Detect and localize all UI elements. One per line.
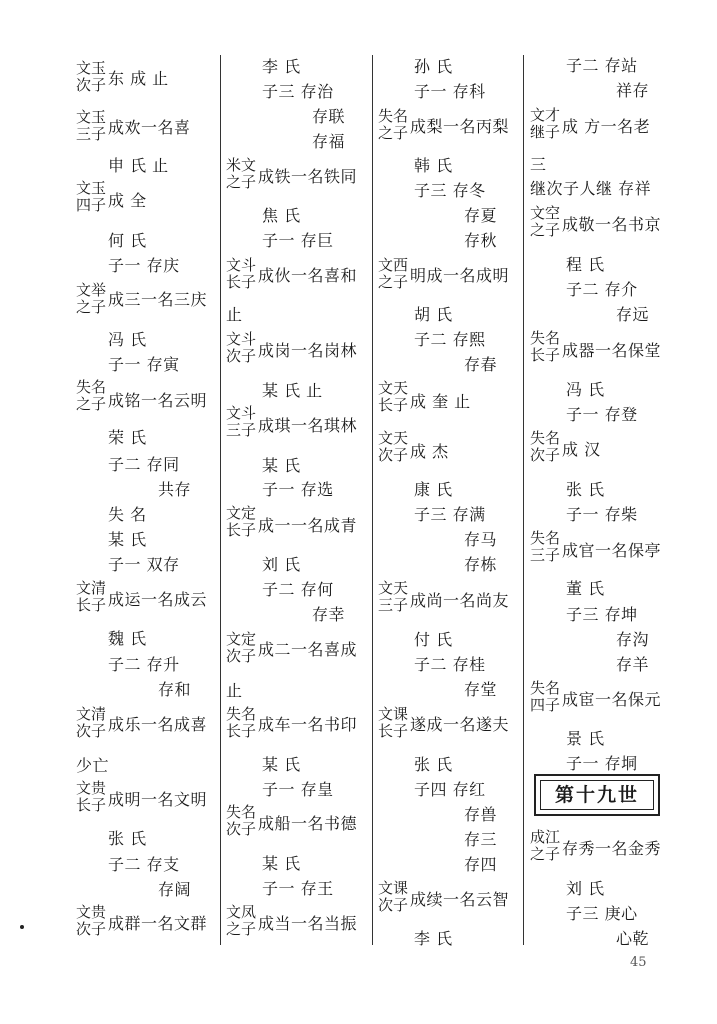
entry-prefix: 失名 三子 <box>530 529 561 564</box>
children: 子二 存何 <box>262 580 334 599</box>
entry-name: 成伙一名喜和 <box>258 266 358 285</box>
entry-prefix: 文贵 次子 <box>76 903 107 938</box>
children: 心乾 <box>616 929 650 948</box>
entry-prefix: 失名 之子 <box>378 107 409 142</box>
children: 存福 <box>312 132 346 151</box>
note: 止 <box>226 681 243 700</box>
spouse: 某 氏 <box>262 456 301 475</box>
spouse: 康 氏 <box>414 480 453 499</box>
entry-prefix: 文斗 次子 <box>226 330 257 365</box>
entry-prefix: 文课 长子 <box>378 705 409 740</box>
children: 子三 存坤 <box>566 605 638 624</box>
children: 子一 存王 <box>262 879 334 898</box>
spouse: 李 氏 <box>262 57 301 76</box>
entry-prefix: 失名 长子 <box>530 329 561 364</box>
page-number: 45 <box>630 955 647 970</box>
entry-name: 成敬一名书京 <box>562 215 662 234</box>
spouse: 魏 氏 <box>108 629 147 648</box>
entry-name: 成三一名三庆 <box>108 290 208 309</box>
spouse: 张 氏 <box>108 829 147 848</box>
entry-prefix: 文斗 三子 <box>226 404 257 439</box>
children: 子二 存熙 <box>414 330 486 349</box>
children: 子二 存支 <box>108 855 180 874</box>
entry-prefix: 文天 次子 <box>378 429 409 464</box>
children: 存三 <box>464 830 498 849</box>
spouse: 刘 氏 <box>566 879 605 898</box>
spouse: 刘 氏 <box>262 555 301 574</box>
entry-prefix: 文凤 之子 <box>226 903 257 938</box>
children: 存兽 <box>464 805 498 824</box>
entry-name: 成 全 <box>108 191 147 210</box>
spouse: 焦 氏 <box>262 206 301 225</box>
entry-name: 成船一名书德 <box>258 814 358 833</box>
spouse: 某 氏 <box>108 530 147 549</box>
children: 存和 <box>158 680 192 699</box>
entry-name: 成岗一名岗林 <box>258 341 358 360</box>
children: 子一 存皇 <box>262 780 334 799</box>
entry-name: 遂成一名遂夫 <box>410 715 510 734</box>
children: 子二 存升 <box>108 655 180 674</box>
entry-name: 成官一名保亭 <box>562 541 662 560</box>
ink-spot <box>20 925 24 929</box>
spouse: 失 名 <box>108 505 147 524</box>
entry-prefix: 文清 次子 <box>76 705 107 740</box>
generation-heading-text: 第十九世 <box>540 780 654 810</box>
note: 三 <box>530 155 547 174</box>
entry-prefix: 文贵 长子 <box>76 779 107 814</box>
entry-prefix: 文玉 三子 <box>76 108 107 143</box>
spouse: 荣 氏 <box>108 428 147 447</box>
children: 存阔 <box>158 880 192 899</box>
children: 子一 存选 <box>262 480 334 499</box>
children: 存四 <box>464 855 498 874</box>
entry-prefix: 成江 之子 <box>530 828 561 863</box>
children: 子三 庚心 <box>566 904 638 923</box>
entry-name: 存秀一名金秀 <box>562 839 662 858</box>
entry-prefix: 文天 长子 <box>378 379 409 414</box>
children: 子二 存站 <box>566 56 638 75</box>
entry-prefix: 文空 之子 <box>530 204 561 239</box>
spouse: 孙 氏 <box>414 57 453 76</box>
spouse: 某 氏 <box>262 854 301 873</box>
note: 止 <box>226 305 243 324</box>
spouse: 胡 氏 <box>414 305 453 324</box>
entry-prefix: 文课 次子 <box>378 879 409 914</box>
children: 存栋 <box>464 555 498 574</box>
entry-name: 成宦一名保元 <box>562 690 662 709</box>
entry-name: 成梨一名丙梨 <box>410 117 510 136</box>
children: 子一 存登 <box>566 405 638 424</box>
entry-name: 成 奎 止 <box>410 392 471 411</box>
children: 子二 存介 <box>566 280 638 299</box>
entry-name: 成一一名成青 <box>258 516 358 535</box>
entry-prefix: 文定 长子 <box>226 504 257 539</box>
children: 子二 存桂 <box>414 655 486 674</box>
entry-prefix: 失名 次子 <box>226 803 257 838</box>
entry-prefix: 文天 三子 <box>378 579 409 614</box>
children: 子一 存柴 <box>566 505 638 524</box>
column-divider <box>523 55 524 945</box>
children: 子三 存治 <box>262 82 334 101</box>
entry-prefix: 文举 之子 <box>76 281 107 316</box>
children: 祥存 <box>616 81 650 100</box>
children: 子二 存同 <box>108 455 180 474</box>
entry-name: 成铭一名云明 <box>108 391 208 410</box>
spouse: 申 氏 止 <box>108 156 169 175</box>
spouse: 何 氏 <box>108 231 147 250</box>
entry-prefix: 文清 长子 <box>76 579 107 614</box>
generation-heading <box>534 774 660 816</box>
entry-name: 成欢一名喜 <box>108 118 191 137</box>
entry-name: 东 成 止 <box>108 69 169 88</box>
children: 子一 存巨 <box>262 231 334 250</box>
children: 共存 <box>158 480 192 499</box>
spouse: 李 氏 <box>414 929 453 948</box>
spouse: 某 氏 <box>262 755 301 774</box>
column-divider <box>220 55 221 945</box>
spouse: 程 氏 <box>566 255 605 274</box>
entry-name: 成群一名文群 <box>108 914 208 933</box>
entry-name: 成明一名文明 <box>108 790 208 809</box>
entry-name: 明成一名成明 <box>410 266 510 285</box>
spouse: 张 氏 <box>414 755 453 774</box>
spouse: 冯 氏 <box>108 330 147 349</box>
entry-name: 成 汉 <box>562 440 601 459</box>
entry-prefix: 失名 次子 <box>530 429 561 464</box>
spouse: 冯 氏 <box>566 380 605 399</box>
spouse: 韩 氏 <box>414 156 453 175</box>
children: 存堂 <box>464 680 498 699</box>
entry-prefix: 失名 四子 <box>530 679 561 714</box>
entry-name: 成车一名书印 <box>258 715 358 734</box>
children: 存春 <box>464 355 498 374</box>
entry-name: 成尚一名尚友 <box>410 591 510 610</box>
entry-prefix: 文才 继子 <box>530 106 561 141</box>
entry-name: 成二一名喜成 <box>258 640 358 659</box>
children: 子三 存冬 <box>414 181 486 200</box>
children: 子一 双存 <box>108 555 180 574</box>
children: 子一 存垌 <box>566 754 638 773</box>
spouse: 张 氏 <box>566 480 605 499</box>
children: 存幸 <box>312 605 346 624</box>
children: 存沟 <box>616 630 650 649</box>
entry-name: 成铁一名铁同 <box>258 167 358 186</box>
children: 存马 <box>464 530 498 549</box>
entry-name: 成乐一名成喜 <box>108 715 208 734</box>
entry-prefix: 失名 长子 <box>226 705 257 740</box>
spouse: 付 氏 <box>414 630 453 649</box>
children: 子三 存满 <box>414 505 486 524</box>
entry-name: 继次子人继 存祥 <box>530 179 652 198</box>
children: 子一 存科 <box>414 82 486 101</box>
note: 少亡 <box>76 756 110 775</box>
entry-prefix: 文玉 次子 <box>76 59 107 94</box>
entry-name: 成 方一名老 <box>562 117 651 136</box>
entry-name: 成琪一名琪林 <box>258 416 358 435</box>
children: 子一 存寅 <box>108 355 180 374</box>
children: 子一 存庆 <box>108 256 180 275</box>
entry-prefix: 米文 之子 <box>226 156 257 191</box>
entry-name: 成当一名当振 <box>258 914 358 933</box>
spouse: 景 氏 <box>566 729 605 748</box>
column-divider <box>372 55 373 945</box>
children: 存夏 <box>464 206 498 225</box>
entry-prefix: 文西 之子 <box>378 256 409 291</box>
entry-prefix: 文定 次子 <box>226 630 257 665</box>
entry-name: 成运一名成云 <box>108 590 208 609</box>
entry-prefix: 文斗 长子 <box>226 256 257 291</box>
entry-name: 成 杰 <box>410 442 449 461</box>
entry-prefix: 文玉 四子 <box>76 179 107 214</box>
children: 存秋 <box>464 231 498 250</box>
spouse: 董 氏 <box>566 579 605 598</box>
children: 存远 <box>616 305 650 324</box>
children: 存联 <box>312 107 346 126</box>
entry-name: 成续一名云智 <box>410 890 510 909</box>
spouse: 某 氏 止 <box>262 381 323 400</box>
children: 子四 存红 <box>414 780 486 799</box>
children: 存羊 <box>616 655 650 674</box>
entry-prefix: 失名 之子 <box>76 378 107 413</box>
entry-name: 成器一名保堂 <box>562 341 662 360</box>
